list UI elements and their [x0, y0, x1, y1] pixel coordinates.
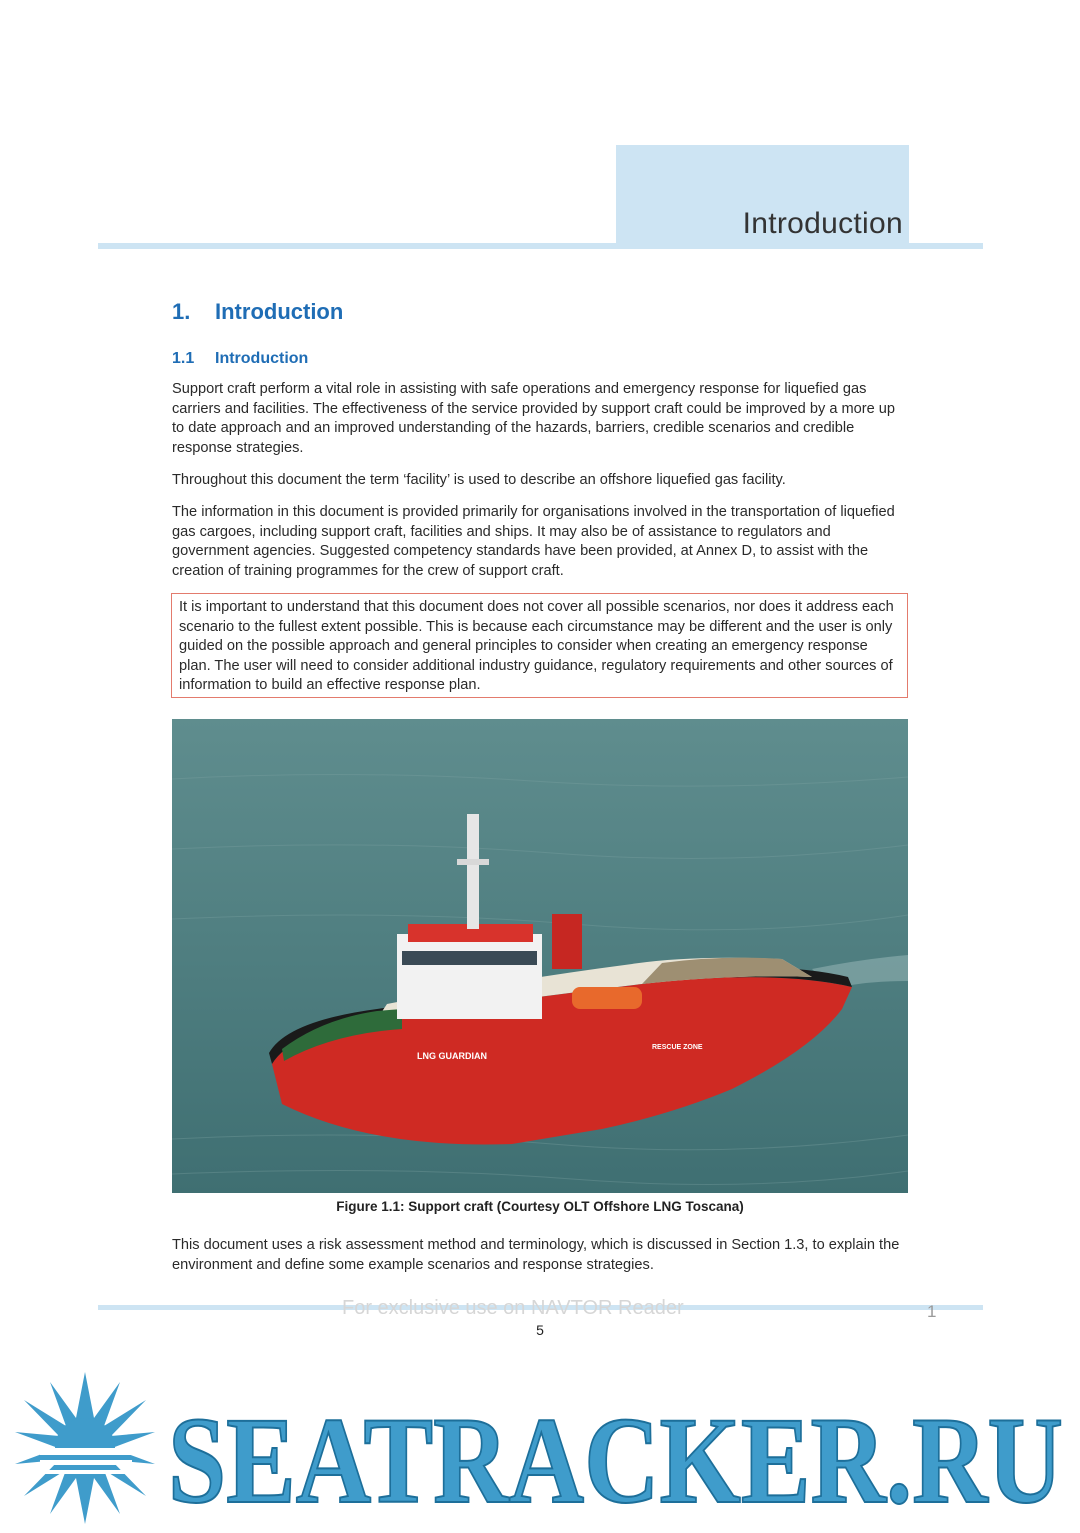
sun-icon: [15, 1372, 155, 1524]
chapter-page-number: 1: [927, 1302, 937, 1321]
superstructure: [397, 934, 542, 1019]
section-heading: [172, 299, 343, 325]
section-title: Introduction: [215, 299, 344, 324]
brand-banner: [0, 1360, 1080, 1528]
bridge-windows: [402, 951, 537, 965]
notice-box: It is important to understand that this document does not cover all possible scenarios, nor does it address each scenario to the fullest extent possible. This is because each circumstance may be different and the user is only guided on the possible approach and general principles to consider when creating an emergency response plan. The user will need to consider additional industry guidance, regulatory requirements and other sources of information to build an effective response plan.: [171, 593, 908, 698]
brand-logo: [0, 1360, 1080, 1528]
paragraph-facility-term: Throughout this document the term ‘facility’ is used to describe an offshore liquefied gas facility.: [172, 472, 786, 488]
header-rule: [98, 243, 983, 249]
subsection-title: Introduction: [215, 350, 309, 367]
hull-marking-label: RESCUE ZONE: [652, 1044, 703, 1051]
paragraph-risk-assessment: This document uses a risk assessment method and terminology, which is discussed in Section 1.3, to explain the environment and define some example scenarios and response strategies.: [172, 1237, 900, 1273]
brand-text: SEATRACKER.RU: [168, 1392, 1063, 1528]
paragraph-support-craft: Support craft perform a vital role in assisting with safe operations and emergency response for liquefied gas carriers and facilities. The effectiveness of the service provided by support craft could be improved by a more up to date approach and an improved understanding of the hazards, barriers, credible scenarios and credible response strategies.: [172, 381, 896, 456]
navtor-watermark: For exclusive use on NAVTOR Reader: [342, 1297, 684, 1319]
subsection-heading: [172, 350, 308, 368]
hull-name-label: LNG GUARDIAN: [417, 1051, 487, 1061]
page-number: 5: [536, 1322, 544, 1338]
paragraph-information: The information in this document is provided primarily for organisations involved in the transportation of liquefied gas cargoes, including support craft, facilities and ships. It may also be of assistance to regulators and government agencies. Suggested competency standards have been provided, at Annex D, to assist with the creation of training programmes for the crew of support craft.: [172, 504, 895, 579]
chapter-header-title: Introduction: [742, 207, 903, 240]
figure-support-craft-photo: [172, 719, 908, 1193]
crane: [552, 914, 582, 969]
section-number: 1.: [172, 299, 191, 324]
ship-illustration: [172, 719, 908, 1193]
mast: [467, 814, 479, 929]
lifeboat: [572, 987, 642, 1009]
subsection-number: 1.1: [172, 350, 195, 367]
figure-caption: Figure 1.1: Support craft (Courtesy OLT Offshore LNG Toscana): [336, 1199, 744, 1214]
